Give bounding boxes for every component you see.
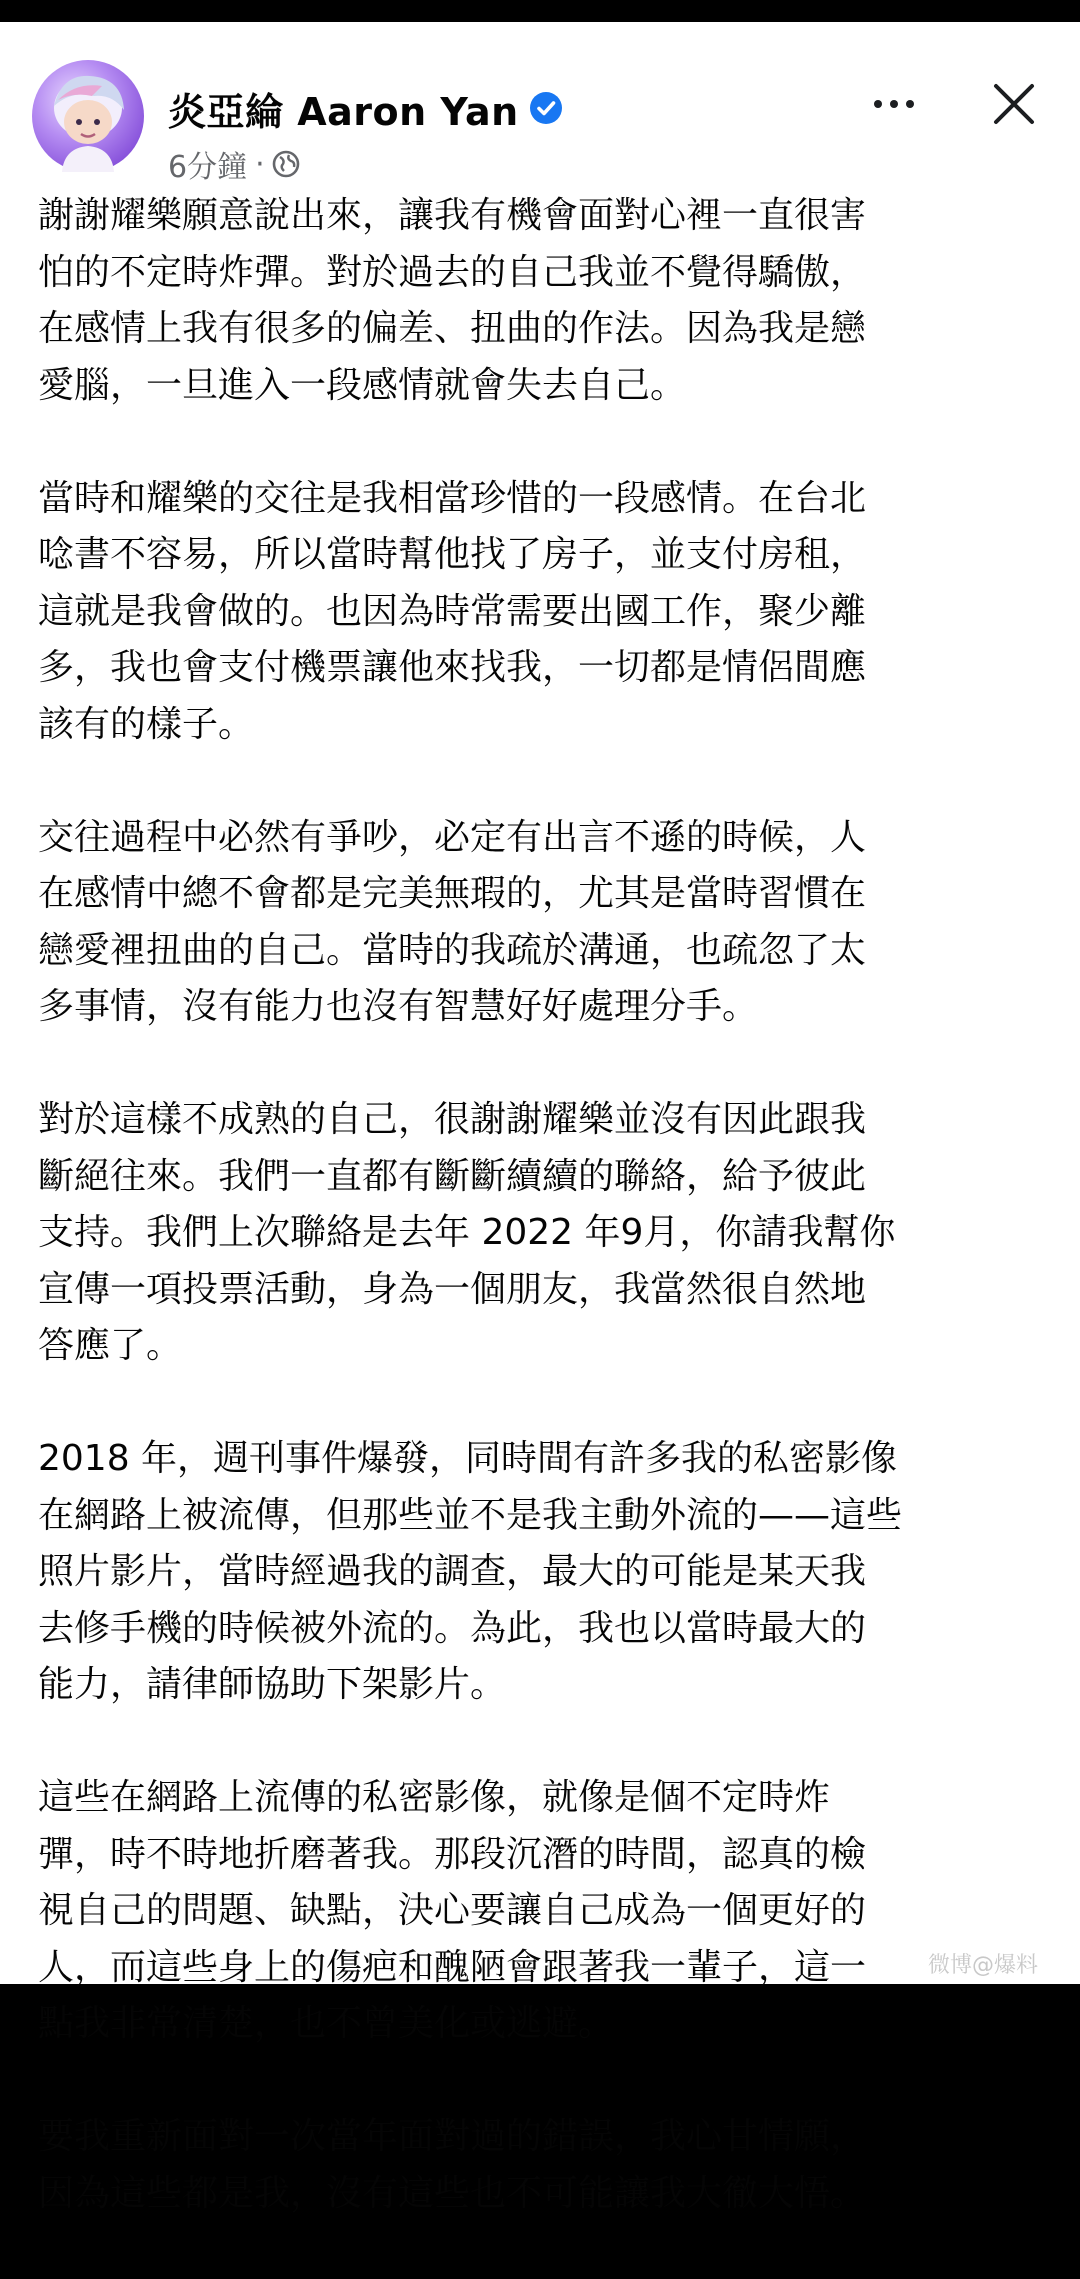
verified-badge-icon [529, 91, 563, 125]
globe-icon [271, 149, 301, 179]
text-line: 照片影片，當時經過我的調查，最大的可能是某天我 [38, 1551, 867, 1592]
post-paragraph [38, 1431, 1048, 1714]
avatar[interactable] [32, 60, 144, 172]
author-row [168, 78, 563, 138]
author-name[interactable]: 炎亞綸 Aaron Yan [168, 89, 519, 134]
text-line: 人，而這些身上的傷疤和醜陋會跟著我一輩子，這一 [38, 1946, 867, 1988]
close-icon[interactable] [990, 80, 1038, 128]
text-line: 能力，請律師協助下架影片。 [38, 1664, 507, 1705]
text-line: 宣傳一項投票活動，身為一個朋友，我當然很自然地 [38, 1268, 867, 1310]
post-header [0, 22, 1080, 185]
more-dot [906, 100, 914, 108]
text-line: 視自己的問題、缺點，決心要讓自己成為一個更好的 [38, 1890, 867, 1931]
text-line: 因為這些都是我，沒有這些也不可能讓我大徹大悟。 [38, 2172, 867, 2214]
text-line: 在感情中總不會都是完美無瑕的，尤其是當時習慣在 [38, 873, 867, 914]
text-line: 支持。我們上次聯絡是去年 2022 年9月，你請我幫你 [38, 1212, 896, 1253]
text-line: 愛腦，一旦進入一段感情就會失去自己。 [38, 364, 687, 406]
post-viewer [0, 22, 1080, 2214]
text-line: 謝謝耀樂願意說出來，讓我有機會面對心裡一直很害 [38, 195, 867, 236]
more-options-icon[interactable] [862, 84, 926, 124]
text-line: 對於這樣不成熟的自己，很謝謝耀樂並沒有因此跟我 [38, 1099, 867, 1140]
text-line: 彈，時不時地折磨著我。那段沉潛的時間，認真的檢 [38, 1833, 867, 1875]
post-timestamp[interactable]: 6分鐘 [168, 150, 248, 185]
text-line: 2018 年，週刊事件爆發，同時間有許多我的私密影像 [38, 1438, 898, 1479]
text-line: 怕的不定時炸彈。對於過去的自己我並不覺得驕傲， [38, 251, 867, 293]
text-line: 多，我也會支付機票讓他來找我，一切都是情侶間應 [38, 647, 867, 688]
text-line: 答應了。 [38, 1325, 183, 1366]
text-line: 該有的樣子。 [38, 703, 255, 745]
text-line: 這就是我會做的。也因為時常需要出國工作，聚少離 [38, 590, 867, 632]
text-line: 在感情上我有很多的偏差、扭曲的作法。因為我是戀 [38, 308, 867, 349]
meta-separator: · [255, 146, 265, 182]
post-meta [168, 144, 301, 184]
text-line: 當時和耀樂的交往是我相當珍惜的一段感情。在台北 [38, 477, 867, 519]
post-paragraph [38, 2109, 1048, 2222]
post-paragraph [38, 1092, 1048, 1375]
text-line: 去修手機的時候被外流的。為此，我也以當時最大的 [38, 1607, 867, 1649]
watermark: 微博@爆料 [928, 1953, 1039, 1978]
text-line: 在網路上被流傳，但那些並不是我主動外流的——這些 [38, 1494, 903, 1536]
text-line: 這些在網路上流傳的私密影像，就像是個不定時炸 [38, 1777, 831, 1818]
text-line: 戀愛裡扭曲的自己。當時的我疏於溝通，也疏忽了太 [38, 929, 867, 971]
text-line: 要我重新面對一次當年面對過的錯誤，我心甘情願， [38, 2116, 867, 2157]
post-text [38, 188, 1048, 2279]
text-line: 唸書不容易，所以當時幫他找了房子，並支付房租， [38, 534, 867, 575]
text-line: 點我非常清楚，也不曾美化或逃避。 [38, 2003, 615, 2044]
post-paragraph [38, 188, 1048, 414]
text-line: 多事情，沒有能力也沒有智慧好好處理分手。 [38, 986, 759, 1027]
post-paragraph [38, 810, 1048, 1036]
post-paragraph [38, 1770, 1048, 2053]
avatar-illustration [32, 60, 144, 172]
post-paragraph [38, 471, 1048, 754]
more-dot [874, 100, 882, 108]
text-line: 斷絕往來。我們一直都有斷斷續續的聯絡，給予彼此 [38, 1155, 867, 1197]
more-dot [890, 100, 898, 108]
text-line: 交往過程中必然有爭吵，必定有出言不遜的時候，人 [38, 816, 867, 858]
